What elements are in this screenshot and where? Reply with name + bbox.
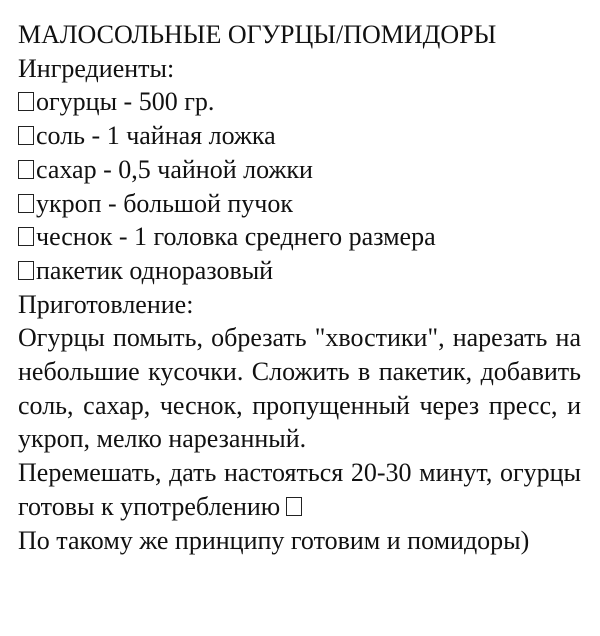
- preparation-step: [18, 456, 581, 523]
- checkbox-icon: [18, 194, 34, 213]
- preparation-heading: Приготовление:: [18, 289, 194, 319]
- emoji-placeholder-icon: [286, 497, 302, 516]
- recipe-document: [18, 18, 581, 557]
- ingredient-item: [18, 85, 581, 119]
- ingredient-text: соль - 1 чайная ложка: [36, 121, 276, 151]
- preparation-step: По такому же принципу готовим и помидоры): [18, 525, 530, 555]
- ingredient-text: сахар - 0,5 чайной ложки: [36, 154, 313, 184]
- ingredient-text: укроп - большой пучок: [36, 188, 293, 218]
- ingredient-item: [18, 187, 581, 221]
- ingredient-item: [18, 119, 581, 153]
- ingredient-item: [18, 220, 581, 254]
- preparation-step: Огурцы помыть, обрезать "хвостики", нарезать на небольшие кусочки. Сложить в пакетик, добавить соль, сахар, чеснок, пропущенный через пресс, и укроп, мелко нарезанный.: [18, 323, 581, 454]
- ingredient-text: пакетик одноразовый: [36, 255, 274, 285]
- ingredient-text: огурцы - 500 гр.: [36, 87, 215, 117]
- ingredient-item: [18, 153, 581, 187]
- checkbox-icon: [18, 126, 34, 145]
- ingredient-text: чеснок - 1 головка среднего размера: [36, 222, 436, 252]
- checkbox-icon: [18, 160, 34, 179]
- ingredient-item: [18, 254, 581, 288]
- recipe-title: МАЛОСОЛЬНЫЕ ОГУРЦЫ/ПОМИДОРЫ: [18, 20, 497, 49]
- ingredients-heading: Ингредиенты:: [18, 53, 175, 83]
- step-text: Перемешать, дать настояться 20-30 минут, огурцы готовы к употреблению: [18, 458, 581, 521]
- checkbox-icon: [18, 261, 34, 280]
- checkbox-icon: [18, 92, 34, 111]
- checkbox-icon: [18, 227, 34, 246]
